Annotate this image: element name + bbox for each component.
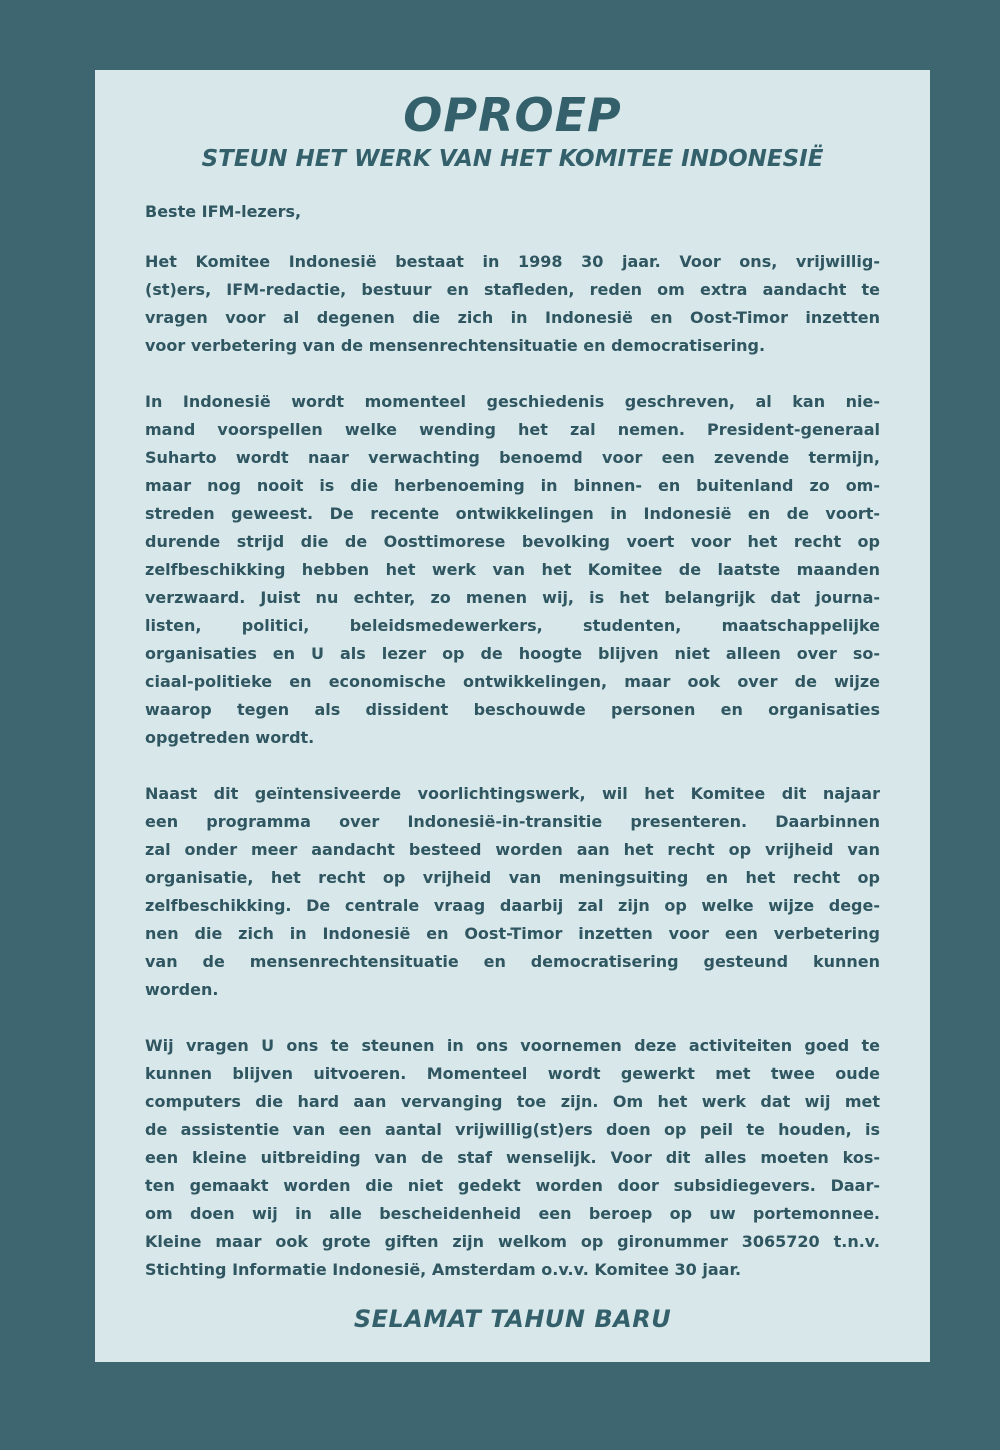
- text-line: om doen wij in alle bescheidenheid een beroep op uw portemonnee.: [145, 1204, 880, 1223]
- text-line: Stichting Informatie Indonesië, Amsterdam o.v.v. Komitee 30 jaar.: [145, 1260, 742, 1279]
- text-line: opgetreden wordt.: [145, 728, 315, 747]
- text-line: computers die hard aan vervanging toe zijn. Om het werk dat wij met: [145, 1092, 880, 1111]
- text-line: een programma over Indonesië-in-transitie presenteren. Daarbinnen: [145, 812, 880, 831]
- text-line: Naast dit geïntensiveerde voorlichtingswerk, wil het Komitee dit najaar: [145, 784, 880, 803]
- text-line: zal onder meer aandacht besteed worden aan het recht op vrijheid van: [145, 840, 880, 859]
- text-line: listen, politici, beleidsmedewerkers, studenten, maatschappelijke: [145, 616, 880, 635]
- text-line: van de mensenrechtensituatie en democratisering gesteund kunnen: [145, 952, 880, 971]
- text-line: Wij vragen U ons te steunen in ons voornemen deze activiteiten goed te: [145, 1036, 880, 1055]
- text-line: Kleine maar ook grote giften zijn welkom op gironummer 3065720 t.n.v.: [145, 1232, 880, 1251]
- text-line: durende strijd die de Oosttimorese bevolking voert voor het recht op: [145, 532, 880, 551]
- closing-greeting: SELAMAT TAHUN BARU: [353, 1305, 672, 1333]
- text-line: kunnen blijven uitvoeren. Momenteel wordt gewerkt met twee oude: [145, 1064, 880, 1083]
- text-line: voor verbetering van de mensenrechtensituatie en democratisering.: [145, 336, 766, 355]
- text-line: de assistentie van een aantal vrijwillig(st)ers doen op peil te houden, is: [145, 1120, 880, 1139]
- text-line: ciaal-politieke en economische ontwikkelingen, maar ook over de wijze: [145, 672, 880, 691]
- document-page: [95, 70, 930, 1362]
- text-line: organisatie, het recht op vrijheid van meningsuiting en het recht op: [145, 868, 880, 887]
- salutation: Beste IFM-lezers,: [145, 202, 302, 221]
- page-subtitle: STEUN HET WERK VAN HET KOMITEE INDONESIË: [201, 146, 824, 172]
- text-line: ten gemaakt worden die niet gedekt worden door subsidiegevers. Daar-: [145, 1176, 880, 1195]
- paragraph: [145, 1032, 880, 1284]
- text-line: maar nog nooit is die herbenoeming in binnen- en buitenland zo om-: [145, 476, 880, 495]
- text-line: streden geweest. De recente ontwikkelingen in Indonesië en de voort-: [145, 504, 880, 523]
- paragraph: [145, 388, 880, 752]
- letter-body: [145, 248, 880, 1284]
- text-line: organisaties en U als lezer op de hoogte blijven niet alleen over so-: [145, 644, 880, 663]
- text-line: Suharto wordt naar verwachting benoemd voor een zevende termijn,: [145, 448, 880, 467]
- text-line: mand voorspellen welke wending het zal nemen. President-generaal: [145, 420, 880, 439]
- text-line: In Indonesië wordt momenteel geschiedenis geschreven, al kan nie-: [145, 392, 880, 411]
- text-line: (st)ers, IFM-redactie, bestuur en stafleden, reden om extra aandacht te: [145, 280, 880, 299]
- text-line: vragen voor al degenen die zich in Indonesië en Oost-Timor inzetten: [145, 308, 880, 327]
- text-line: zelfbeschikking. De centrale vraag daarbij zal zijn op welke wijze dege-: [145, 896, 880, 915]
- paragraph: [145, 780, 880, 1004]
- paragraph: [145, 248, 880, 360]
- text-line: zelfbeschikking hebben het werk van het Komitee de laatste maanden: [145, 560, 880, 579]
- text-line: nen die zich in Indonesië en Oost-Timor inzetten voor een verbetering: [145, 924, 880, 943]
- text-line: waarop tegen als dissident beschouwde personen en organisaties: [145, 700, 880, 719]
- text-line: Het Komitee Indonesië bestaat in 1998 30 jaar. Voor ons, vrijwillig-: [145, 252, 880, 271]
- text-line: verzwaard. Juist nu echter, zo menen wij, is het belangrijk dat journa-: [145, 588, 880, 607]
- text-line: een kleine uitbreiding van de staf wenselijk. Voor dit alles moeten kos-: [145, 1148, 880, 1167]
- text-line: worden.: [145, 980, 219, 999]
- page-title: OPROEP: [403, 88, 622, 142]
